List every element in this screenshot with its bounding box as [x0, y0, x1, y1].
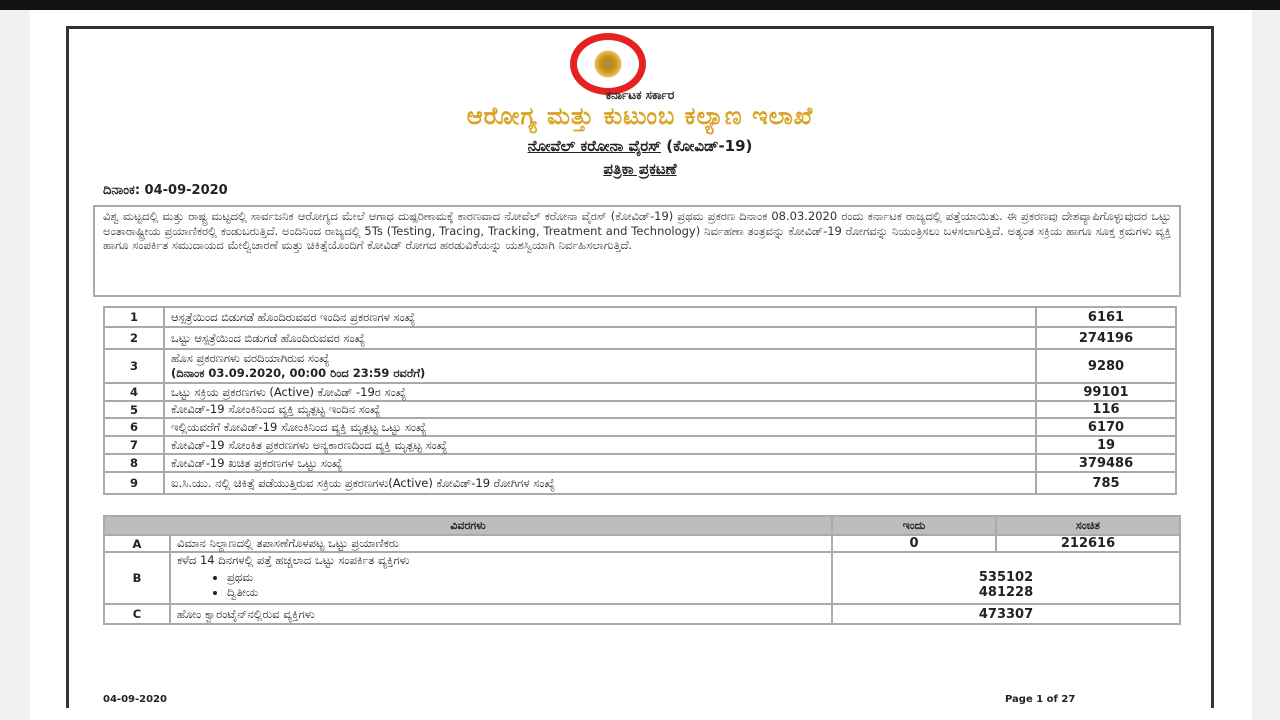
- row-value: 19: [1036, 436, 1176, 454]
- row-label: [164, 472, 1036, 494]
- table-row: [104, 535, 1180, 552]
- primary-contacts-value: 535102: [978, 570, 1034, 585]
- primary-contacts-label: • ಪ್ರಥಮ: [227, 570, 825, 585]
- top-bar: [0, 0, 1280, 10]
- row-label: [164, 383, 1036, 401]
- row-label-text: ಐ.ಸಿ.ಯು. ನಲ್ಲಿ ಚಿಕಿತ್ಸೆ ಪಡೆಯುತ್ತಿರುವ ಸಕ್ರಿಯ ಪ್ರಕರಣಗಳು(Active) ಕೋವಿಡ್-19 ರೋಗಿಗಳ ಸಂಖ್ಯೆ: [171, 475, 555, 490]
- footer-date: 04-09-2020: [103, 694, 167, 705]
- row-label-text: ಒಟ್ಟು ಆಸ್ಪತ್ರೆಯಿಂದ ಬಿಡುಗಡೆ ಹೊಂದಿರುವವರ ಸಂಖ್ಯೆ: [171, 330, 366, 345]
- summary-table: [103, 306, 1177, 495]
- table-row: [104, 604, 1180, 624]
- row-label: [164, 436, 1036, 454]
- row-label: ಹೋಂ ಕ್ವಾರಂಟೈನ್‌ನಲ್ಲಿರುವ ವ್ಯಕ್ತಿಗಳು: [170, 604, 832, 624]
- row-number: 5: [104, 401, 164, 418]
- row-label: [164, 401, 1036, 418]
- row-label-text: ಕೋವಿಡ್-19 ಸೋಂಕಿತ ಪ್ರಕರಣಗಳು ಅನ್ಯಕಾರಣದಿಂದ ವ್ಯಕ್ತಿ ಮೃತ್ಪಟ್ಟ ಸಂಖ್ಯೆ: [171, 437, 448, 452]
- row-value: 6170: [1036, 418, 1176, 436]
- table-row: [104, 401, 1176, 418]
- header-details: ವಿವರಗಳು: [104, 516, 832, 535]
- subject-title: [0, 137, 1280, 155]
- intro-paragraph: ವಿಶ್ವ ಮಟ್ಟದಲ್ಲಿ ಮತ್ತು ರಾಷ್ಟ್ರ ಮಟ್ಟದಲ್ಲಿ ಸಾರ್ವಜನಿಕ ಆರೋಗ್ಯದ ಮೇಲೆ ಆಗಾಧ ದುಷ್ಪರಿಣಾಮಕ್ಕೆ ಕಾರಣವಾದ ನೋವೆಲ್ ಕರೋನಾ ವೈರಸ್ (ಕೋವಿಡ್-19) ಪ್ರಥಮ ಪ್ರಕರಣ ದಿನಾಂಕ 08.03.2020 ರಂದು ಕರ್ನಾಟಕ ರಾಜ್ಯದಲ್ಲಿ ಪತ್ತೆಯಾಯಿತು. ಈ ಪ್ರಕರಣವು ದೇಶವ್ಯಾಪಿಗೊಳ್ಳುವುದರ ಒಟ್ಟು ಅಂತಾರಾಷ್ಟ್ರೀಯ ಪ್ರಯಾಣಿಕರಲ್ಲಿ ಕಂಡುಬರುತ್ತಿದೆ. ಅಂದಿನಿಂದ ರಾಜ್ಯದಲ್ಲಿ 5Ts (Testing, Tracing, Tracking, Treatment and Technology) ನಿರ್ವಹಣಾ ತಂತ್ರವನ್ನು ಕೋವಿಡ್-19 ರೋಗವನ್ನು ನಿಯಂತ್ರಿಸಲು ಬಳಸಲಾಗುತ್ತಿದೆ. ಅತ್ಯಂತ ಸಕ್ರಿಯ ಹಾಗೂ ಸೂಕ್ತ ಕ್ರಮಗಳು ವ್ಯಕ್ತಿ ಹಾಗೂ ಸಂಪರ್ಕಿತ ಸಮುದಾಯದ ಮೇಲ್ವಿಚಾರಣೆ ಮತ್ತು ಚಿಕಿತ್ಸೆಯೊಂದಿಗೆ ಕೋವಿಡ್ ರೋಗದ ಹರಡುವಿಕೆಯನ್ನು ಯಶಸ್ವಿಯಾಗಿ ನಿರ್ವಹಿಸಲಾಗುತ್ತಿದೆ.: [93, 205, 1181, 297]
- row-value: 785: [1036, 472, 1176, 494]
- header-cumulative: ಸಂಚಿತ: [996, 516, 1180, 535]
- row-number: 2: [104, 327, 164, 349]
- row-value: 473307: [832, 604, 1180, 624]
- table-row: [104, 383, 1176, 401]
- row-number: 1: [104, 307, 164, 327]
- row-label: [164, 327, 1036, 349]
- karnataka-emblem-icon: [570, 33, 646, 95]
- details-table: [103, 515, 1181, 625]
- table-row: [104, 472, 1176, 494]
- press-release-title: ಪತ್ರಿಕಾ ಪ್ರಕಟಣೆ: [603, 160, 677, 178]
- row-label-text: ಕೋವಿಡ್-19 ಸೋಂಕಿನಿಂದ ವ್ಯಕ್ತಿ ಮೃತ್ಪಟ್ಟ ಇಂದಿನ ಸಂಖ್ಯೆ: [171, 402, 381, 416]
- row-today-value: 0: [832, 535, 996, 552]
- row-label: ವಿಮಾನ ನಿಲ್ದಾಣದಲ್ಲಿ ತಪಾಸಣೆಗೊಳಪಟ್ಟ ಒಟ್ಟು ಪ್ರಯಾಣಿಕರು: [170, 535, 832, 552]
- row-label-text: ಒಟ್ಟು ಸಕ್ರಿಯ ಪ್ರಕರಣಗಳು (Active) ಕೋವಿಡ್ -19ರ ಸಂಖ್ಯೆ: [171, 384, 407, 399]
- row-number: 7: [104, 436, 164, 454]
- row-label-text: ಇಲ್ಲಿಯವರೆಗೆ ಕೋವಿಡ್-19 ಸೋಂಕಿನಿಂದ ವ್ಯಕ್ತಿ ಮೃತ್ಪಟ್ಟ ಒಟ್ಟು ಸಂಖ್ಯೆ: [171, 419, 427, 434]
- row-number: 3: [104, 349, 164, 383]
- table-row: [104, 418, 1176, 436]
- row-number: 6: [104, 418, 164, 436]
- table-row: [104, 552, 1180, 604]
- subject-paren: (ಕೋವಿಡ್-19): [666, 137, 753, 155]
- row-cumulative-value: 212616: [996, 535, 1180, 552]
- row-label: ಕಳೆದ 14 ದಿನಗಳಲ್ಲಿ ಪತ್ತೆ ಹಚ್ಚಲಾದ ಒಟ್ಟು ಸಂಪರ್ಕಿತ ವ್ಯಕ್ತಿಗಳು: [177, 553, 410, 567]
- row-number: 9: [104, 472, 164, 494]
- row-value: 274196: [1036, 327, 1176, 349]
- row-number: 8: [104, 454, 164, 472]
- row-value: 9280: [1036, 349, 1176, 383]
- row-label: [164, 307, 1036, 327]
- page-number: Page 1 of 27: [1005, 694, 1076, 705]
- header-today: ಇಂದು: [832, 516, 996, 535]
- subject-text: ನೋವೆಲ್ ಕರೋನಾ ವೈರಸ್: [527, 137, 662, 155]
- table-row: [104, 307, 1176, 327]
- release-date: ದಿನಾಂಕ: 04-09-2020: [103, 183, 228, 198]
- row-label: [164, 418, 1036, 436]
- row-label-text: ಹೊಸ ಪ್ರಕರಣಗಳು ವರದಿಯಾಗಿರುವ ಸಂಖ್ಯೆ: [171, 351, 330, 365]
- row-value: 99101: [1036, 383, 1176, 401]
- secondary-contacts-label: • ದ್ವಿತೀಯ: [227, 585, 825, 600]
- table-row: [104, 436, 1176, 454]
- row-number: 4: [104, 383, 164, 401]
- row-label-note: (ದಿನಾಂಕ 03.09.2020, 00:00 ರಿಂದ 23:59 ರವರೆಗೆ): [171, 366, 426, 380]
- row-label: [164, 454, 1036, 472]
- secondary-contacts-value: 481228: [978, 585, 1034, 600]
- table-row: [104, 454, 1176, 472]
- row-number: A: [104, 535, 170, 552]
- row-number: C: [104, 604, 170, 624]
- row-value: 6161: [1036, 307, 1176, 327]
- row-label-text: ಆಸ್ಪತ್ರೆಯಿಂದ ಬಿಡುಗಡೆ ಹೊಂದಿರುವವರ ಇಂದಿನ ಪ್ರಕರಣಗಳ ಸಂಖ್ಯೆ: [171, 309, 416, 324]
- row-number: B: [104, 552, 170, 604]
- table-row: [104, 327, 1176, 349]
- department-title: ಆರೋಗ್ಯ ಮತ್ತು ಕುಟುಂಬ ಕಲ್ಯಾಣ ಇಲಾಖೆ: [466, 102, 814, 130]
- row-label: [164, 349, 1036, 383]
- row-label-text: ಕೋವಿಡ್-19 ಖಚಿತ ಪ್ರಕರಣಗಳ ಒಟ್ಟು ಸಂಖ್ಯೆ: [171, 455, 343, 470]
- row-value: 116: [1036, 401, 1176, 418]
- government-name: ಕರ್ನಾಟಕ ಸರ್ಕಾರ: [605, 88, 675, 102]
- table-row: [104, 349, 1176, 383]
- row-value: 379486: [1036, 454, 1176, 472]
